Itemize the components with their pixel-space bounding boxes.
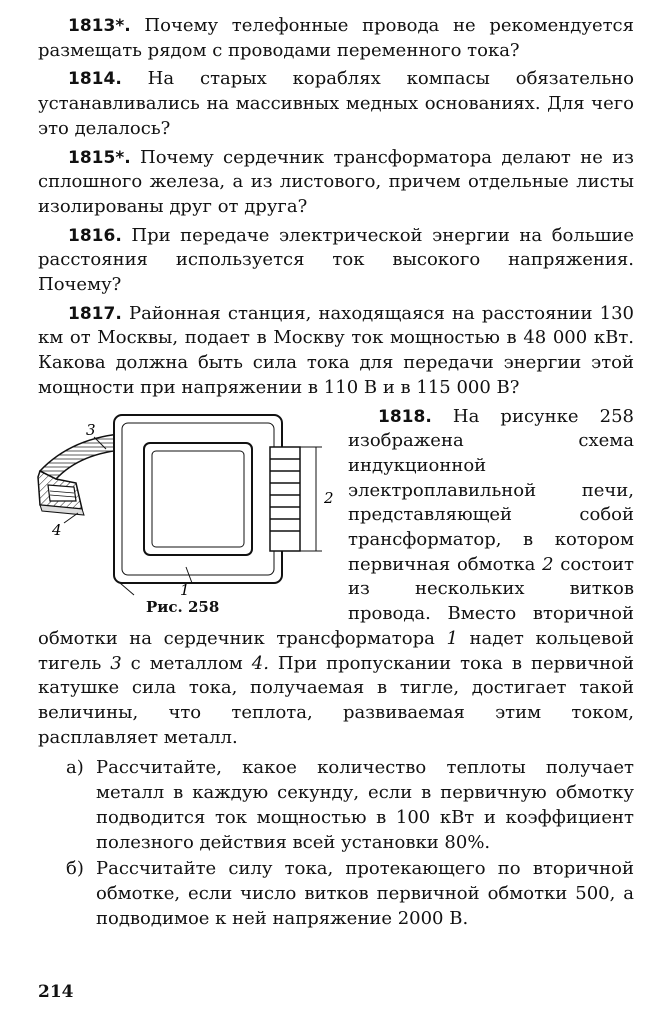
problem-text: На старых кораблях компасы обязательно устанавливались на массивных медных основаниях. Для чего это делалось? bbox=[38, 68, 634, 139]
subquestion-marker: б) bbox=[66, 858, 84, 880]
induction-furnace-diagram bbox=[34, 405, 336, 623]
figure-caption: Рис. 258 bbox=[146, 597, 220, 616]
problem-text: Почему сердечник трансформатора делают не из сплошного железа, а из листового, причем отдельные листы изолированы друг от друга? bbox=[38, 146, 634, 217]
ref-crucible: 3 bbox=[110, 652, 122, 674]
ref-core: 1 bbox=[446, 627, 458, 649]
label-metal: 4 bbox=[52, 520, 62, 539]
problem-text-part: с металлом bbox=[121, 652, 252, 674]
problem-number: 1817. bbox=[68, 303, 122, 324]
subquestion-marker: а) bbox=[66, 757, 84, 779]
problem-text: Районная станция, находящаяся на расстоянии 130 км от Москвы, подает в Москву ток мощностью в 48 000 кВт. Какова должна быть сила тока для передачи энергии этой мощности при напряжении в 110 В и в 115 000 В? bbox=[38, 302, 634, 398]
metal-leader bbox=[64, 513, 78, 523]
problem-number: 1815*. bbox=[68, 147, 131, 168]
problem-1817 bbox=[38, 302, 634, 401]
subquestion-b bbox=[38, 857, 634, 931]
label-crucible: 3 bbox=[86, 420, 96, 439]
problem-1813 bbox=[38, 14, 634, 63]
problem-text-part: состоит из нескольких витков провода. Вместо вторичной обмотки на сердечник трансформатора bbox=[38, 553, 634, 649]
subquestion-text: Рассчитайте, какое количество теплоты получает металл в каждую секунду, если в первичную обмотку подводится ток мощностью в 100 кВт и коэффициент полезного действия всей установки 80%. bbox=[96, 757, 634, 853]
label-core: 1 bbox=[180, 580, 190, 599]
problem-text: При передаче электрической энергии на большие расстояния используется ток высокого напряжения. Почему? bbox=[38, 224, 634, 296]
problem-1815 bbox=[38, 146, 634, 220]
problem-text: Почему телефонные провода не рекомендуется размещать рядом с проводами переменного тока? bbox=[38, 15, 634, 61]
problem-text-part: На рисунке 258 изображена схема индукционной электроплавильной печи, представляющей собой трансформатор, в котором первичная обмотка bbox=[348, 405, 634, 575]
transformer-core bbox=[114, 415, 282, 595]
page-number: 214 bbox=[38, 982, 74, 1002]
problem-number: 1813*. bbox=[68, 16, 131, 36]
problem-text-part: При пропускании тока в первичной катушке сила тока, получаемая в тигле, достигает такой величины, что теплота, развиваемая этим током, расплавляет металл. bbox=[38, 652, 634, 748]
subquestion-list bbox=[38, 756, 634, 931]
problem-number: 1814. bbox=[68, 69, 122, 90]
problem-text-part: надет кольцевой тигель bbox=[38, 627, 634, 674]
primary-winding bbox=[270, 447, 322, 551]
problem-1814 bbox=[38, 67, 634, 141]
figure-258 bbox=[34, 405, 336, 623]
problem-number: 1818. bbox=[378, 406, 432, 427]
problem-1816 bbox=[38, 224, 634, 298]
ref-winding: 2 bbox=[542, 553, 554, 575]
ref-metal: 4. bbox=[251, 652, 269, 674]
subquestion-text: Рассчитайте силу тока, протекающего по вторичной обмотке, если число витков первичной обмотки 500, а подводимое к ней напряжение 2000 В. bbox=[96, 858, 634, 929]
problem-number: 1816. bbox=[68, 225, 122, 246]
problem-1818 bbox=[38, 405, 634, 932]
subquestion-a bbox=[38, 756, 634, 855]
label-winding: 2 bbox=[324, 488, 334, 507]
